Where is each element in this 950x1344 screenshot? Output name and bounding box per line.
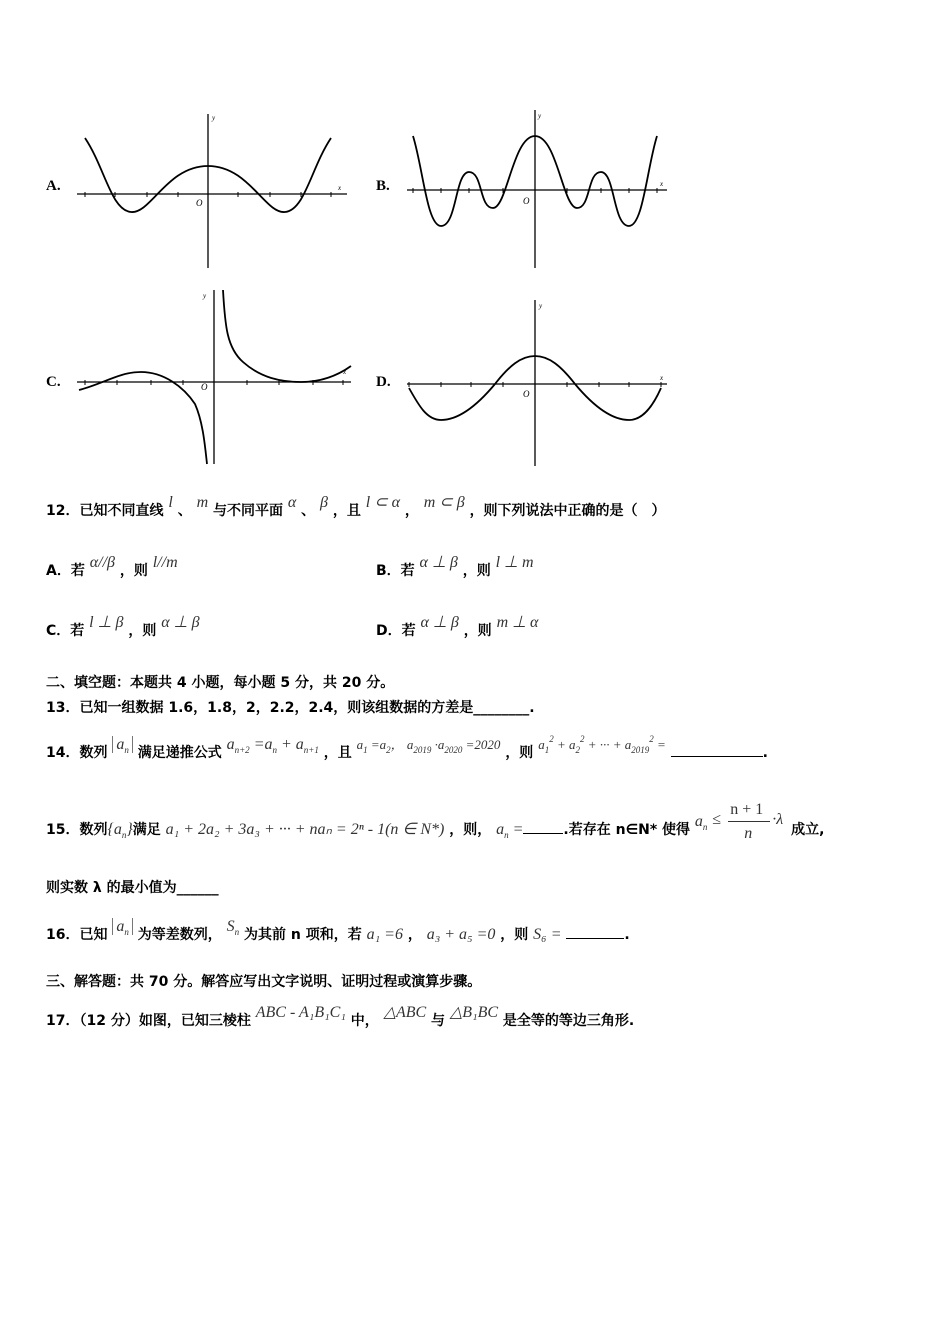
q16-end: . xyxy=(624,927,630,943)
graph-b xyxy=(405,108,675,270)
option-then: ，则 xyxy=(463,623,492,639)
y-axis-label: y xyxy=(203,292,207,300)
q14-recurrence: $a_{n+2} =a_n + a_{n+1}$ xyxy=(226,736,319,755)
section-3-heading: 三、解答题：共 70 分。解答应写出文字说明、证明过程或演算步骤。 xyxy=(46,974,482,990)
q17-triangle-b1bc: △B₁BC xyxy=(449,1004,499,1021)
question-14 xyxy=(46,734,768,763)
q12-text: ，则下列说法中正确的是（ ） xyxy=(469,503,666,519)
y-axis-label: y xyxy=(538,112,542,120)
option-a-label: A. xyxy=(46,178,61,194)
q12-plane-beta: β xyxy=(320,494,328,511)
q16-sep: ， xyxy=(407,927,422,943)
q15-text: 15．数列 xyxy=(46,822,108,838)
q15-text: 成立, xyxy=(791,822,825,838)
option-premise: α//β xyxy=(89,554,115,571)
q12-plane-alpha: α xyxy=(287,494,297,511)
y-axis-label: y xyxy=(212,114,216,122)
q16-condition: a₁ =6 xyxy=(366,926,403,943)
q16-sn: $S_n$ xyxy=(226,918,240,937)
q15-fraction-bar xyxy=(728,821,770,822)
option-then: ，则 xyxy=(128,623,157,639)
origin-label: O xyxy=(523,389,530,399)
q12-text: ，且 xyxy=(332,503,361,519)
q16-text: 16．已知 xyxy=(46,927,108,943)
option-label: D．若 xyxy=(376,623,416,639)
question-13: 13．已知一组数据 1.6，1.8，2，2.2，2.4，则该组数据的方差是________. xyxy=(46,700,535,716)
q15-an: $a_n$ = xyxy=(496,821,524,840)
x-axis-label: x xyxy=(660,374,664,382)
q15-inequality xyxy=(712,801,786,845)
question-15-line2: 则实数 λ 的最小值为______ xyxy=(46,880,219,896)
q14-text: 14．数列 xyxy=(46,745,108,761)
option-premise: α ⊥ β xyxy=(420,614,459,631)
q16-condition: a₃ + a₅ =0 xyxy=(426,926,496,943)
option-conclusion: l//m xyxy=(152,554,178,571)
graph-d xyxy=(405,296,670,468)
q15-lambda: ·λ xyxy=(772,811,784,828)
q15-inequality-left: $a_n$ xyxy=(694,813,708,832)
y-axis-label: y xyxy=(539,302,543,310)
option-b-label: B. xyxy=(376,178,390,194)
question-17 xyxy=(46,1004,635,1030)
q17-text: 是全等的等边三角形. xyxy=(502,1013,635,1029)
option-label: B．若 xyxy=(376,563,415,579)
question-16 xyxy=(46,918,630,945)
q12-sep: 、 xyxy=(177,503,192,519)
option-premise: l ⊥ β xyxy=(89,614,124,631)
curve-right xyxy=(223,290,351,382)
q12-line-m: m xyxy=(196,494,209,511)
q15-text: .若存在 n∈N* 使得 xyxy=(563,822,691,838)
q16-text: ，则 xyxy=(500,927,529,943)
q15-fraction-den: n xyxy=(744,825,753,842)
option-then: ，则 xyxy=(462,563,491,579)
option-conclusion: l ⊥ m xyxy=(495,554,534,571)
origin-label: O xyxy=(196,198,203,208)
q12-option-b xyxy=(376,554,534,580)
option-c-label: C. xyxy=(46,374,61,390)
q14-end: . xyxy=(762,745,768,761)
q17-text: 与 xyxy=(431,1013,446,1029)
section-2-heading: 二、填空题：本题共 4 小题，每小题 5 分，共 20 分。 xyxy=(46,675,395,691)
q17-prism: ABC - A₁B₁C₁ xyxy=(255,1004,346,1021)
q15-text: 满足 xyxy=(132,822,161,838)
graph-c xyxy=(75,286,355,466)
q15-equation: a₁ + 2a₂ + 3a₃ + ··· + naₙ = 2ⁿ - 1(n ∈ N*) xyxy=(165,821,445,838)
graph-a xyxy=(75,108,350,270)
q16-answer-blank xyxy=(566,924,624,939)
q14-text: ，则 xyxy=(505,745,534,761)
q12-condition: l ⊂ α xyxy=(365,494,400,511)
q12-text: 与不同平面 xyxy=(213,503,283,519)
q14-text: ，且 xyxy=(323,745,352,761)
q15-fraction-num: n + 1 xyxy=(730,801,764,818)
q17-triangle-abc: △ABC xyxy=(383,1004,427,1021)
option-premise: α ⊥ β xyxy=(419,554,458,571)
option-conclusion: α ⊥ β xyxy=(161,614,200,631)
q12-option-d xyxy=(376,614,539,640)
q14-sum: $a_1^2 + a_2^2$ + ··· + $a_{2019}^2$ = xyxy=(538,734,666,755)
origin-label: O xyxy=(523,196,530,206)
q14-text: 满足递推公式 xyxy=(137,745,222,761)
q12-option-c xyxy=(46,614,200,640)
q17-text: 17．（12 分）如图，已知三棱柱 xyxy=(46,1013,251,1029)
option-d-label: D. xyxy=(376,374,391,390)
curve-left xyxy=(79,372,207,464)
q16-text: 为等差数列， xyxy=(137,927,222,943)
q14-sequence: $a_n$ xyxy=(112,736,133,753)
q15-answer-blank xyxy=(523,819,563,834)
q12-line-l: l xyxy=(168,494,173,511)
option-then: ，则 xyxy=(119,563,148,579)
option-label: A．若 xyxy=(46,563,85,579)
x-axis-label: x xyxy=(338,184,342,192)
q14-conditions: $a_1 =a_2$， $a_{2019} \cdot a_{2020} =2020$ xyxy=(356,737,501,755)
origin-label: O xyxy=(201,382,208,392)
q16-text: 为其前 n 项和，若 xyxy=(243,927,362,943)
q12-sep: ， xyxy=(404,503,419,519)
q16-s6: S₆ = xyxy=(533,926,562,943)
q12-condition: m ⊂ β xyxy=(423,494,465,511)
q16-sequence: $a_n$ xyxy=(112,918,133,935)
question-12 xyxy=(46,494,666,520)
q15-text: ，则， xyxy=(449,822,492,838)
q12-sep: 、 xyxy=(301,503,316,519)
question-15 xyxy=(46,801,825,845)
q15-leq: ≤ xyxy=(712,811,722,828)
x-axis-label: x xyxy=(343,368,347,376)
x-axis-label: x xyxy=(660,180,664,188)
q14-answer-blank xyxy=(671,742,763,757)
option-label: C．若 xyxy=(46,623,85,639)
option-conclusion: m ⊥ α xyxy=(496,614,539,631)
q15-sequence: $\{a_n\}$ xyxy=(107,821,133,840)
q12-option-a xyxy=(46,554,178,580)
q17-text: 中， xyxy=(350,1013,379,1029)
q12-text: 12．已知不同直线 xyxy=(46,503,164,519)
